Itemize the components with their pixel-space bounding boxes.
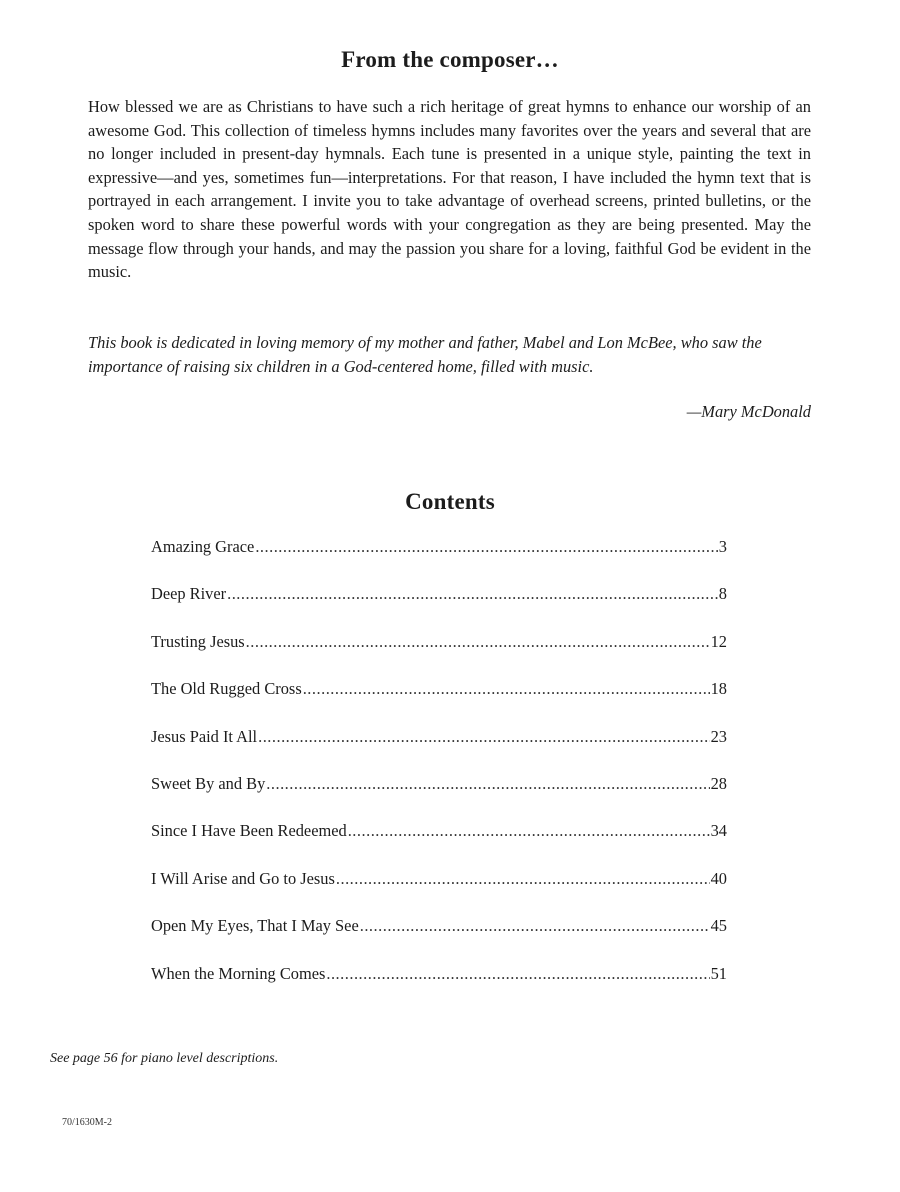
toc-leader-dots: [360, 916, 710, 936]
toc-entry-title: Open My Eyes, That I May See: [151, 916, 359, 936]
toc-entry: [151, 537, 727, 584]
toc-entry-page: 23: [710, 726, 727, 746]
toc-entry-page: 51: [710, 963, 727, 983]
toc-entry-page: 28: [710, 773, 727, 793]
toc-leader-dots: [227, 584, 718, 604]
toc-entry-title: Amazing Grace: [151, 537, 255, 556]
toc-entry-title: When the Morning Comes: [151, 963, 326, 983]
toc-entry: [151, 774, 727, 821]
toc-entry-page: 8: [718, 584, 727, 604]
toc-entry: [151, 821, 727, 868]
toc-leader-dots: [348, 821, 710, 841]
table-of-contents: [151, 537, 727, 1011]
dedication-paragraph: This book is dedicated in loving memory of my mother and father, Mabel and Lon McBee, who saw the importance of raising six children in a God-centered home, filled with music.: [88, 333, 762, 376]
toc-entry: [151, 679, 727, 726]
composer-intro-paragraph: How blessed we are as Christians to have such a rich heritage of great hymns to enhance our worship of an awesome God. This collection of timeless hymns includes many favorites over the years and several that are no longer included in present-day hymnals. Each tune is presented in a unique style, painting the text in expressive—and yes, sometimes fun—interpretations. For that reason, I have included the hymn text that is portrayed in each arrangement. I invite you to take advantage of overhead screens, printed bulletins, or the spoken word to share these powerful words with your congregation as they are being presented. May the message flow through your hands, and may the passion you share for a loving, faithful God be evident in the music.: [88, 97, 811, 282]
contents-heading: Contents: [405, 489, 495, 514]
toc-entry: [151, 869, 727, 916]
toc-entry-page: 34: [710, 821, 727, 841]
toc-entry-title: The Old Rugged Cross: [151, 679, 302, 699]
toc-entry-title: Sweet By and By: [151, 773, 266, 793]
toc-leader-dots: [266, 774, 709, 794]
toc-entry-title: I Will Arise and Go to Jesus: [151, 868, 335, 888]
toc-leader-dots: [246, 632, 710, 652]
toc-entry-title: Since I Have Been Redeemed: [151, 821, 347, 841]
toc-entry: [151, 584, 727, 631]
composer-heading: From the composer…: [341, 47, 559, 72]
toc-entry-page: 3: [718, 537, 727, 556]
toc-entry-title: Deep River: [151, 584, 227, 604]
piano-level-note: See page 56 for piano level descriptions.: [50, 1051, 279, 1066]
toc-entry-title: Jesus Paid It All: [151, 726, 258, 746]
toc-leader-dots: [258, 727, 710, 747]
toc-leader-dots: [255, 537, 717, 557]
toc-entry-page: 18: [710, 679, 727, 699]
toc-entry: [151, 964, 727, 1011]
toc-entry: [151, 632, 727, 679]
toc-entry: [151, 727, 727, 774]
toc-leader-dots: [326, 964, 709, 984]
catalog-code: 70/1630M-2: [62, 1117, 112, 1128]
composer-signature: —Mary McDonald: [686, 402, 811, 421]
toc-entry-page: 40: [710, 868, 727, 888]
toc-entry-title: Trusting Jesus: [151, 631, 245, 651]
toc-entry-page: 45: [710, 916, 727, 936]
toc-leader-dots: [303, 679, 710, 699]
toc-entry: [151, 916, 727, 963]
toc-entry-page: 12: [710, 631, 727, 651]
toc-leader-dots: [336, 869, 710, 889]
